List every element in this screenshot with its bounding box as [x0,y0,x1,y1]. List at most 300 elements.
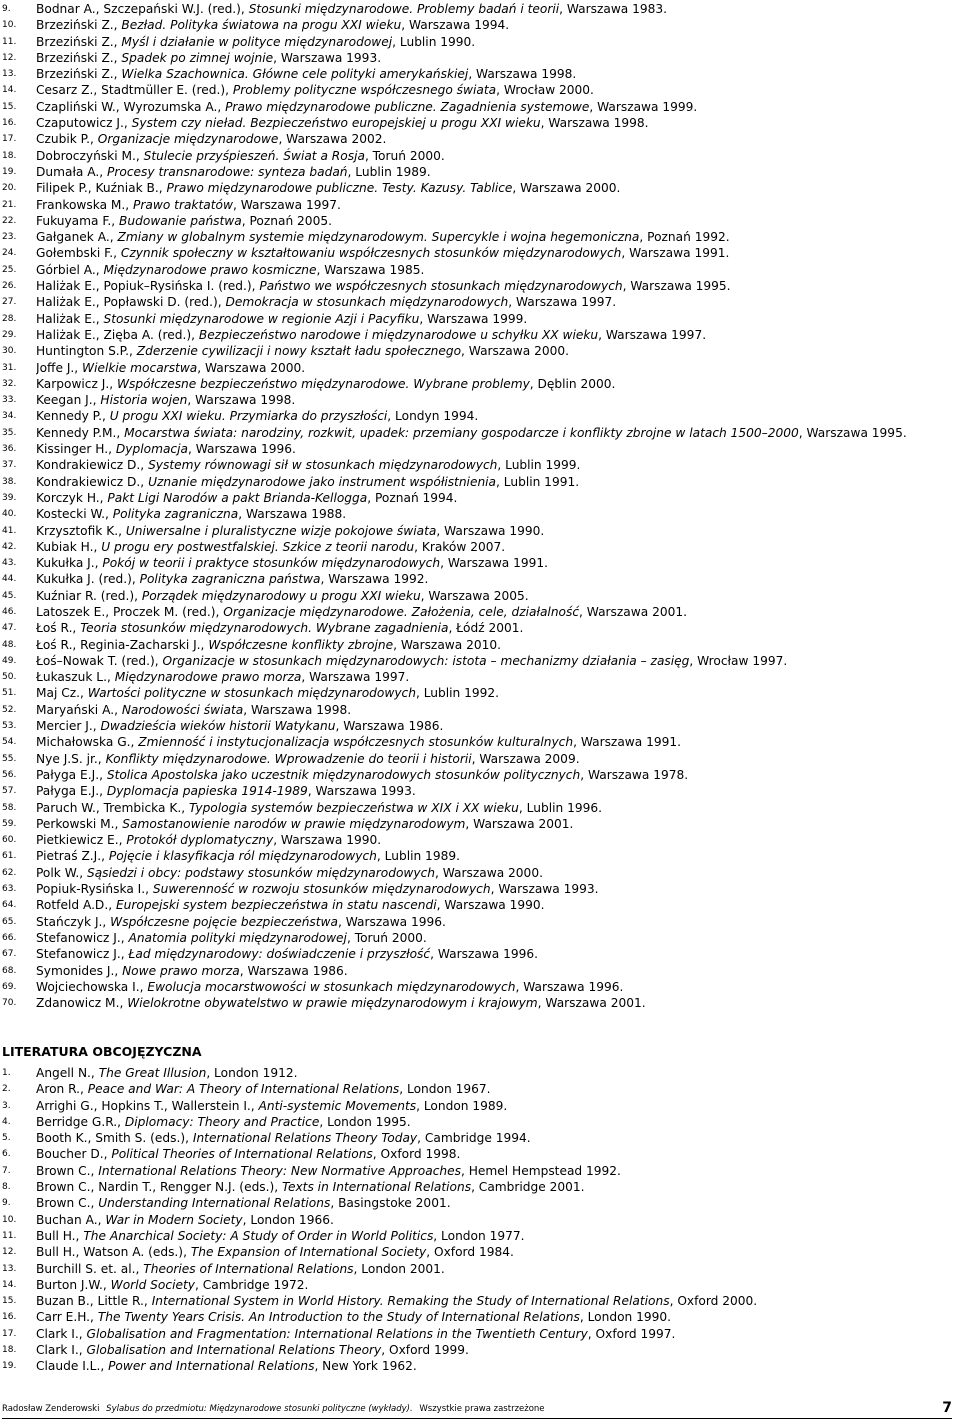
reference-publication: , Warszawa 2000. [461,344,569,359]
reference-authors: Haliżak E., Popławski D. (red.), [36,295,226,310]
reference-authors: Angell N., [36,1066,99,1080]
reference-item [0,865,960,881]
reference-authors: Carr E.H., [36,1310,98,1325]
reference-title: Stosunki międzynarodowe. Problemy badań i teorii [248,2,560,16]
reference-authors: Kukułka J. (red.), [36,572,140,587]
reference-text [36,523,960,539]
reference-text [36,995,960,1011]
reference-title: Demokracja w stosunkach międzynarodowych [225,295,509,310]
reference-item [0,555,960,571]
reference-publication: , Warszawa 1997. [598,327,707,342]
reference-title: U progu ery postwestfalskiej. Szkice z teorii narodu [101,539,415,554]
reference-number: 13. [2,1263,17,1274]
reference-publication: , Warszawa 1997. [508,295,617,310]
reference-publication: , London 1989. [416,1098,508,1113]
reference-authors: Wojciechowska I., [36,979,148,994]
reference-number: 18. [2,1345,17,1356]
reference-number: 16. [2,1312,17,1323]
footer-author: Radosław Zenderowski [2,1404,100,1414]
reference-publication: , Warszawa 2000. [435,865,543,880]
reference-number: 33. [2,395,17,406]
reference-item [0,1326,960,1342]
reference-item [0,1261,960,1277]
reference-title: Sąsiedzi i obcy: podstawy stosunków międzynarodowych [86,865,436,880]
reference-item [0,1293,960,1309]
reference-title: Uniwersalne i pluralistyczne wizje pokojowe świata [125,523,437,538]
reference-number: 38. [2,476,17,487]
reference-item [0,392,960,408]
reference-text [36,213,960,229]
reference-publication: , London 1977. [433,1228,525,1243]
reference-item [0,1244,960,1260]
reference-number: 15. [2,1296,17,1307]
reference-publication: , Basingstoke 2001. [330,1196,451,1211]
reference-publication: , Toruń 2000. [364,148,445,163]
reference-item [0,327,960,343]
reference-authors: Kondrakiewicz D., [36,474,149,489]
reference-text [36,1326,960,1342]
reference-text [36,685,960,701]
reference-text [36,245,960,261]
reference-item [0,506,960,522]
reference-number: 41. [2,525,17,536]
reference-authors: Haliżak E., [36,311,104,326]
reference-text [36,197,960,213]
reference-authors: Brown C., [36,1196,99,1211]
reference-publication: , Warszawa 1999. [589,99,698,114]
reference-authors: Pietkiewicz E., [36,833,127,848]
reference-title: U progu XXI wieku. Przymiarka do przyszłości [109,409,388,424]
reference-number: 28. [2,313,17,324]
reference-item [0,115,960,131]
reference-number: 50. [2,672,17,683]
reference-item [0,1130,960,1146]
reference-publication: , Oxford 1997. [587,1326,676,1341]
reference-number: 19. [2,1361,17,1372]
reference-publication: , Cambridge 1994. [417,1131,531,1146]
reference-number: 22. [2,215,17,226]
reference-text [36,294,960,310]
reference-number: 60. [2,835,17,846]
reference-text [36,702,960,718]
reference-authors: Huntington S.P., [36,344,137,359]
reference-publication: , Warszawa 1991. [621,246,730,261]
reference-authors: Symonides J., [36,963,123,978]
reference-title: Konflikty międzynarodowe. Wprowadzenie do teorii i historii [105,751,472,766]
reference-title: Współczesne bezpieczeństwo międzynarodowe. Wybrane problemy [117,376,530,391]
reference-text [36,1195,960,1211]
reference-title: Polityka zagraniczna państwa [139,572,321,587]
reference-text [36,930,960,946]
reference-item [0,457,960,473]
reference-publication: , Warszawa 1998. [243,702,352,717]
reference-title: World Society [110,1277,195,1292]
footer-rights: Wszystkie prawa zastrzeżone [419,1404,545,1414]
reference-number: 54. [2,737,17,748]
reference-item [0,848,960,864]
reference-publication: , Warszawa 1988. [238,507,347,522]
reference-text [36,832,960,848]
reference-text [36,425,960,441]
reference-publication: , Poznań 1994. [367,490,458,505]
reference-publication: , Warszawa 1991. [440,556,549,571]
polish-literature-list [0,1,960,1011]
reference-title: Stulecie przyśpieszeń. Świat a Rosja [143,148,365,163]
reference-item [0,1114,960,1130]
reference-authors: Fukuyama F., [36,213,120,228]
reference-item [0,1277,960,1293]
reference-number: 25. [2,264,17,275]
reference-publication: , Warszawa 1996. [337,914,446,929]
reference-number: 10. [2,1214,17,1225]
reference-publication: , Warszawa 2000. [512,181,621,196]
reference-number: 21. [2,199,17,210]
reference-authors: Michałowska G., [36,735,139,750]
reference-text [36,1179,960,1195]
reference-authors: Nye J.S. jr., [36,751,106,766]
reference-number: 43. [2,558,17,569]
reference-text [36,767,960,783]
reference-number: 15. [2,101,17,112]
reference-item [0,1065,960,1081]
foreign-literature-heading: LITERATURA OBCOJĘZYCZNA [2,1044,202,1059]
reference-item [0,914,960,930]
reference-text [36,148,960,164]
reference-publication: , Warszawa 1993. [273,50,382,65]
reference-item [0,1358,960,1374]
reference-text [36,1228,960,1244]
reference-authors: Perkowski M., [36,816,123,831]
reference-authors: Bull H., Watson A. (eds.), [36,1245,191,1260]
reference-number: 49. [2,655,17,666]
reference-title: International Relations Theory Today [192,1131,418,1146]
reference-publication: , Lublin 1996. [518,800,602,815]
reference-item [0,66,960,82]
reference-publication: , Cambridge 2001. [471,1180,585,1195]
reference-title: The Great Illusion [98,1066,207,1080]
reference-authors: Zdanowicz M., [36,996,128,1011]
reference-publication: , Oxford 1999. [381,1343,469,1358]
reference-publication: , Warszawa 1996. [430,947,539,962]
reference-item [0,539,960,555]
reference-authors: Łoś R., [36,621,81,636]
reference-publication: , Warszawa 1994. [401,18,510,33]
reference-publication: , Warszawa 1990. [436,898,545,913]
reference-number: 37. [2,460,17,471]
reference-authors: Cesarz Z., Stadtmüller E. (red.), [36,83,233,98]
reference-number: 47. [2,623,17,634]
reference-number: 42. [2,541,17,552]
reference-authors: Bull H., [36,1228,84,1243]
reference-item [0,408,960,424]
reference-number: 32. [2,378,17,389]
reference-item [0,816,960,832]
reference-authors: Łukaszuk L., [36,670,115,685]
reference-text [36,392,960,408]
reference-item [0,441,960,457]
reference-number: 17. [2,1328,17,1339]
reference-number: 30. [2,346,17,357]
reference-text [36,979,960,995]
reference-authors: Kubiak H., [36,539,102,554]
reference-authors: Łoś–Nowak T. (red.), [36,653,163,668]
reference-text [36,783,960,799]
reference-publication: , Warszawa 1998. [540,116,649,131]
reference-authors: Pałyga E.J., [36,767,107,782]
reference-authors: Kostecki W., [36,507,113,522]
reference-text [36,1098,960,1114]
reference-title: Understanding International Relations [98,1196,331,1211]
reference-title: Power and International Relations [108,1359,315,1374]
reference-title: Pakt Ligi Narodów a pakt Brianda-Kellogga [107,490,368,505]
reference-item [0,50,960,66]
reference-authors: Rotfeld A.D., [36,898,116,913]
reference-item [0,490,960,506]
reference-number: 34. [2,411,17,422]
reference-number: 29. [2,329,17,340]
reference-authors: Gołembski F., [36,246,121,261]
reference-item [0,718,960,734]
reference-text [36,506,960,522]
reference-text [36,278,960,294]
reference-text [36,474,960,490]
reference-item [0,99,960,115]
reference-authors: Stefanowicz J., [36,947,129,962]
reference-item [0,148,960,164]
reference-title: Historia wojen [100,393,188,408]
reference-item [0,995,960,1011]
foreign-literature-list [0,1065,960,1375]
reference-publication: , Warszawa 2010. [393,637,501,652]
reference-authors: Brzeziński Z., [36,50,122,65]
reference-title: Bezład. Polityka światowa na progu XXI wieku [121,18,402,33]
reference-authors: Dobroczyński M., [36,148,144,163]
reference-publication: , Warszawa 1991. [573,735,681,750]
reference-title: Prawo międzynarodowe publiczne. Testy. Kazusy. Tablice [166,181,513,196]
reference-number: 39. [2,492,17,503]
reference-title: Organizacje międzynarodowe. Założenia, cele, działalność [223,604,580,619]
page-number: 7 [942,1400,952,1416]
reference-title: Protokół dyplomatyczny [126,833,274,848]
reference-text [36,881,960,897]
reference-number: 26. [2,281,17,292]
reference-item [0,881,960,897]
reference-title: Narodowości świata [121,702,244,717]
reference-publication: , Oxford 2000. [669,1294,758,1309]
reference-publication: , Oxford 1984. [426,1245,514,1260]
reference-authors: Haliżak E., Zięba A. (red.), [36,327,199,342]
reference-item [0,571,960,587]
reference-publication: , Poznań 2005. [241,213,332,228]
reference-text [36,66,960,82]
reference-item [0,685,960,701]
reference-number: 66. [2,932,17,943]
reference-item [0,832,960,848]
reference-title: International Relations Theory: New Normative Approaches [98,1163,462,1178]
reference-item [0,637,960,653]
reference-authors: Latoszek E., Proczek M. (red.), [36,604,224,619]
reference-title: The Anarchical Society: A Study of Order in World Politics [83,1228,434,1243]
reference-number: 69. [2,981,17,992]
reference-title: Stolica Apostolska jako uczestnik międzynarodowych stosunków politycznych [106,767,581,782]
reference-number: 55. [2,753,17,764]
reference-title: Spadek po zimnej wojnie [121,50,274,65]
reference-title: Międzynarodowe prawo kosmiczne [103,262,317,277]
reference-number: 65. [2,916,17,927]
reference-authors: Popiuk-Rysińska I., [36,882,153,897]
reference-publication: , Warszawa 2005. [420,588,529,603]
reference-item [0,751,960,767]
reference-item [0,34,960,50]
reference-text [36,1130,960,1146]
reference-item [0,131,960,147]
reference-title: Stosunki międzynarodowe w regionie Azji i Pacyfiku [103,311,420,326]
reference-publication: , Toruń 2000. [346,930,427,945]
reference-title: Samostanowienie narodów w prawie międzynarodowym [122,816,466,831]
reference-number: 20. [2,183,17,194]
reference-item [0,653,960,669]
reference-authors: Czubik P., [36,132,98,147]
reference-number: 11. [2,36,17,47]
reference-publication: , Warszawa 2002. [278,132,387,147]
reference-authors: Frankowska M., [36,197,134,212]
reference-text [36,539,960,555]
reference-item [0,360,960,376]
reference-item [0,1195,960,1211]
reference-authors: Filipek P., Kuźniak B., [36,181,167,196]
reference-authors: Gałganek A., [36,230,118,245]
reference-item [0,897,960,913]
reference-authors: Krzysztofik K., [36,523,126,538]
reference-text [36,1114,960,1130]
reference-title: Zderzenie cywilizacji i nowy kształt ładu społecznego [136,344,462,359]
reference-text [36,343,960,359]
reference-number: 61. [2,851,17,862]
reference-publication: , Warszawa 1983. [559,2,668,16]
reference-item [0,343,960,359]
reference-item [0,1081,960,1097]
reference-item [0,734,960,750]
reference-number: 18. [2,150,17,161]
reference-text [36,734,960,750]
reference-title: Political Theories of International Relations [111,1147,373,1162]
reference-title: Wielkie mocarstwa [82,360,198,375]
reference-title: Nowe prawo morza [122,963,240,978]
reference-item [0,278,960,294]
reference-number: 52. [2,704,17,715]
reference-text [36,1081,960,1097]
reference-text [36,718,960,734]
reference-item [0,180,960,196]
reference-number: 62. [2,867,17,878]
reference-number: 64. [2,900,17,911]
reference-text [36,131,960,147]
reference-authors: Brzeziński Z., [36,18,122,33]
reference-authors: Haliżak E., Popiuk–Rysińska I. (red.), [36,279,260,294]
reference-number: 35. [2,427,17,438]
reference-number: 51. [2,688,17,699]
reference-title: Ład międzynarodowy: doświadczenie i przyszłość [128,947,431,962]
reference-authors: Dumała A., [36,164,108,179]
reference-text [36,897,960,913]
reference-item [0,1098,960,1114]
reference-item [0,164,960,180]
reference-text [36,963,960,979]
reference-number: 24. [2,248,17,259]
reference-authors: Stańczyk J., [36,914,111,929]
reference-text [36,800,960,816]
reference-item [0,425,960,441]
reference-authors: Kennedy P., [36,409,110,424]
reference-text [36,604,960,620]
reference-item [0,783,960,799]
reference-publication: , Warszawa 1990. [436,523,545,538]
reference-authors: Mercier J., [36,719,101,734]
reference-item [0,767,960,783]
reference-item [0,213,960,229]
reference-number: 27. [2,297,17,308]
reference-title: Polityka zagraniczna [112,507,239,522]
reference-text [36,262,960,278]
reference-number: 48. [2,639,17,650]
reference-item [0,604,960,620]
footer-course: Sylabus do przedmiotu: Międzynarodowe stosunki polityczne (wykłady). [106,1404,413,1414]
reference-item [0,262,960,278]
reference-number: 46. [2,606,17,617]
reference-title: Typologia systemów bezpieczeństwa w XIX i XX wieku [188,800,519,815]
reference-publication: , Warszawa 1998. [468,67,577,82]
reference-text [36,441,960,457]
reference-number: 19. [2,166,17,177]
reference-publication: , Warszawa 1997. [301,670,410,685]
reference-publication: , London 1967. [399,1082,491,1097]
reference-title: Czynnik społeczny w kształtowaniu współczesnych stosunków międzynarodowych [120,246,622,261]
reference-title: Anti-systemic Movements [258,1098,417,1113]
reference-title: Zmiany w globalnym systemie międzynarodowym. Supercykle i wojna hegemoniczna [117,230,640,245]
reference-number: 44. [2,574,17,585]
reference-publication: , Lublin 1991. [496,474,580,489]
reference-item [0,1228,960,1244]
reference-publication: , Łódź 2001. [448,621,524,636]
reference-number: 13. [2,69,17,80]
reference-publication: , Lublin 1989. [376,849,460,864]
reference-text [36,1277,960,1293]
reference-publication: , Warszawa 2009. [471,751,580,766]
reference-title: Prawo traktatów [133,197,233,212]
reference-publication: , Warszawa 1990. [273,833,382,848]
reference-title: The Expansion of International Society [190,1245,427,1260]
reference-publication: , Londyn 1994. [387,409,479,424]
reference-text [36,1163,960,1179]
reference-title: War in Modern Society [105,1212,243,1227]
reference-authors: Pietraś Z.J., [36,849,109,864]
reference-item [0,82,960,98]
reference-number: 63. [2,884,17,895]
reference-title: Teoria stosunków międzynarodowych. Wybrane zagadnienia [80,621,449,636]
reference-authors: Paruch W., Trembicka K., [36,800,189,815]
reference-title: Pojęcie i klasyfikacja ról międzynarodowych [108,849,377,864]
reference-publication: , Hemel Hempstead 1992. [461,1163,621,1178]
reference-title: Współczesne pojęcie bezpieczeństwa [110,914,338,929]
reference-title: Współczesne konflikty zbrojne [208,637,394,652]
reference-authors: Clark I., [36,1326,87,1341]
reference-publication: , Cambridge 1972. [194,1277,309,1292]
reference-text [36,360,960,376]
reference-number: 23. [2,232,17,243]
reference-title: Prawo międzynarodowe publiczne. Zagadnienia systemowe [225,99,590,114]
reference-text [36,848,960,864]
reference-authors: Boucher D., [36,1147,112,1162]
